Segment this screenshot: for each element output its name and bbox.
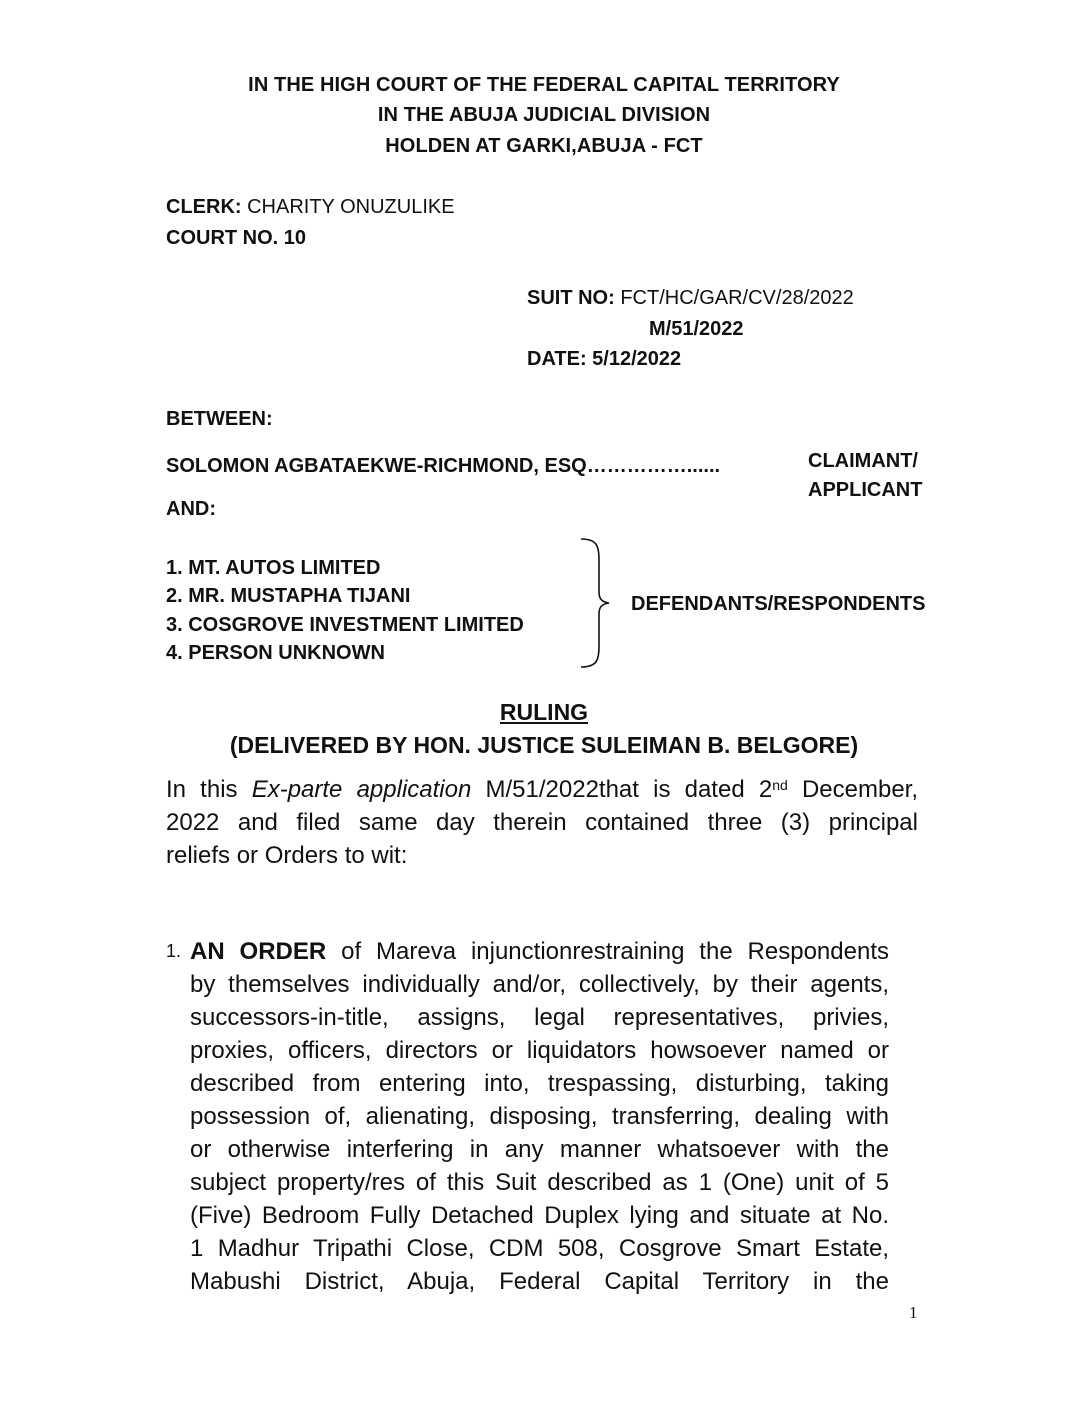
intro-superscript: nd — [772, 777, 788, 793]
ruling-title: RULING — [499, 699, 589, 725]
suit-date: DATE: 5/12/2022 — [527, 348, 682, 370]
order-1-line: 1 Madhur Tripathi Close, CDM 508, Cosgrove Smart Estate, — [190, 1235, 889, 1262]
between-label: BETWEEN: — [166, 408, 273, 430]
intro-line-1 — [166, 773, 918, 806]
motion-number: M/51/2022 — [649, 318, 744, 340]
claimant-role-line-2: APPLICANT — [808, 479, 923, 501]
order-1-text: of Mareva injunctionrestraining the Respondents — [326, 938, 889, 965]
order-1-line: or otherwise interfering in any manner whatsoever with the — [190, 1136, 889, 1163]
intro-line-3: reliefs or Orders to wit: — [166, 842, 408, 869]
and-label: AND: — [166, 498, 216, 520]
claimant-role-line-1: CLAIMANT/ — [808, 450, 918, 472]
curly-brace-icon — [575, 536, 615, 670]
suit-number: FCT/HC/GAR/CV/28/2022 — [620, 287, 854, 309]
intro-text: M/51/2022that is dated 2 — [471, 776, 773, 803]
court-header-line-2: IN THE ABUJA JUDICIAL DIVISION — [377, 104, 711, 126]
clerk-line — [166, 196, 455, 219]
defendant-item: 3. COSGROVE INVESTMENT LIMITED — [166, 614, 524, 636]
court-header-line-3: HOLDEN AT GARKI,ABUJA - FCT — [385, 135, 703, 157]
order-1-line: proxies, officers, directors or liquidators howsoever named or — [190, 1037, 889, 1064]
ruling-delivered-by: (DELIVERED BY HON. JUSTICE SULEIMAN B. BELGORE) — [229, 732, 859, 758]
order-1-number: 1. — [166, 941, 182, 961]
order-1-bold-text: AN ORDER — [190, 938, 327, 965]
defendant-item: 4. PERSON UNKNOWN — [166, 642, 385, 664]
order-1-line — [190, 935, 889, 968]
order-1-line: subject property/res of this Suit described as 1 (One) unit of 5 — [190, 1169, 889, 1196]
court-number: COURT NO. 10 — [166, 227, 307, 249]
defendant-item: 2. MR. MUSTAPHA TIJANI — [166, 585, 411, 607]
clerk-label: CLERK: — [166, 196, 242, 218]
intro-line-2: 2022 and filed same day therein contained three (3) principal — [166, 809, 918, 836]
order-1-paragraph — [190, 935, 889, 1298]
intro-paragraph — [166, 773, 918, 872]
order-1-line: Mabushi District, Abuja, Federal Capital Territory in the — [190, 1268, 889, 1295]
claimant-name: SOLOMON AGBATAEKWE-RICHMOND, ESQ……………...... — [166, 455, 721, 477]
intro-italic-text: Ex-parte application — [251, 776, 472, 803]
order-1-line: described from entering into, trespassing, disturbing, taking — [190, 1070, 889, 1097]
intro-text: December, — [787, 776, 919, 803]
court-header-line-1: IN THE HIGH COURT OF THE FEDERAL CAPITAL TERRITORY — [248, 74, 840, 96]
order-1-line: by themselves individually and/or, collectively, by their agents, — [190, 971, 889, 998]
order-1-line: (Five) Bedroom Fully Detached Duplex lying and situate at No. — [190, 1202, 889, 1229]
order-1-line: successors-in-title, assigns, legal representatives, privies, — [190, 1004, 889, 1031]
clerk-name: CHARITY ONUZULIKE — [247, 196, 455, 218]
defendants-role: DEFENDANTS/RESPONDENTS — [631, 593, 926, 615]
intro-text: In this — [166, 776, 252, 803]
suit-label: SUIT NO: — [527, 287, 615, 309]
order-1-line: possession of, alienating, disposing, transferring, dealing with — [190, 1103, 889, 1130]
defendant-item: 1. MT. AUTOS LIMITED — [166, 557, 381, 579]
suit-number-line — [527, 287, 854, 310]
page-number: 1 — [909, 1303, 918, 1322]
